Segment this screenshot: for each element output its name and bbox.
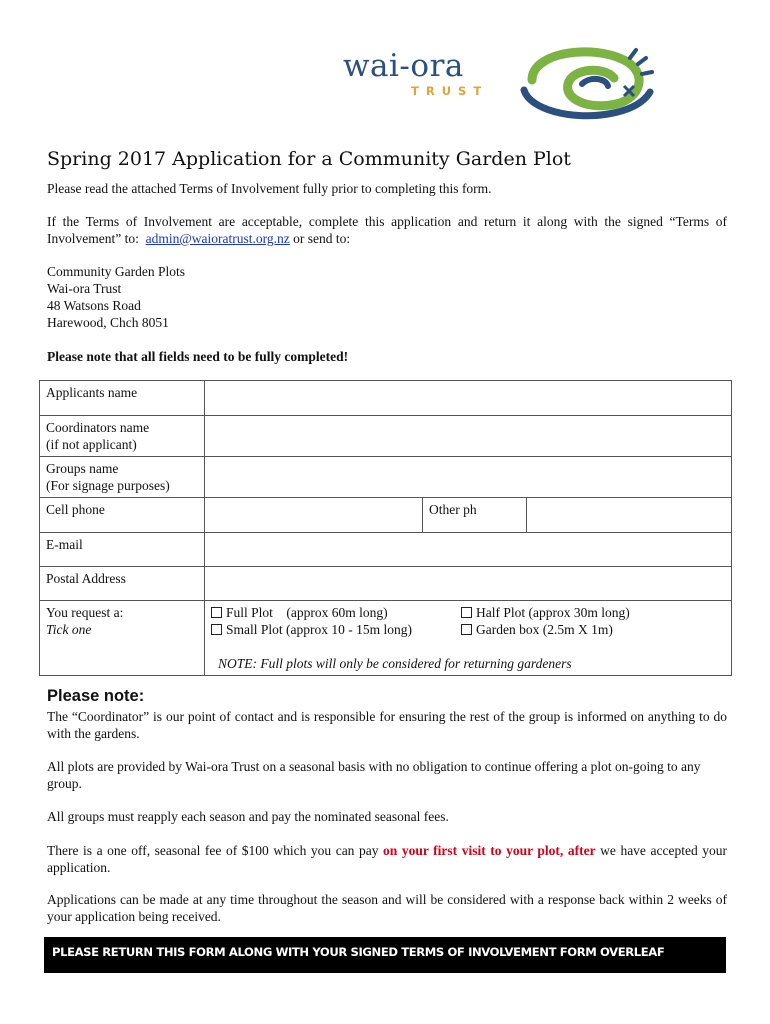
coordinators-label — [40, 416, 205, 457]
coordinators-sublabel: (if not applicant) — [46, 437, 137, 452]
please-note-heading: Please note: — [47, 687, 145, 705]
groups-label — [40, 457, 205, 498]
fee-highlight: on your first visit to your plot, after — [383, 843, 596, 858]
cell-phone-label: Cell phone — [40, 498, 205, 533]
checkbox-icon[interactable] — [461, 607, 472, 618]
checkbox-icon[interactable] — [211, 624, 222, 635]
checkbox-icon[interactable] — [461, 624, 472, 635]
checkbox-icon[interactable] — [211, 607, 222, 618]
fee-note — [47, 842, 727, 876]
request-label — [40, 601, 205, 676]
postal-address-field[interactable] — [205, 567, 732, 601]
tick-one-label: Tick one — [46, 622, 92, 637]
postal-address-block — [47, 263, 185, 331]
email-link[interactable]: admin@waioratrust.org.nz — [145, 231, 290, 246]
request-label-text: You request a: — [46, 605, 124, 620]
terms-post-text: or send to: — [293, 231, 351, 246]
applications-note: Applications can be made at any time throughout the season and will be considered with a response back within 2 weeks of your application being received. — [47, 892, 727, 924]
applicants-label: Applicants name — [40, 381, 205, 416]
fee-text: There is a one off, seasonal fee of $100 which you can pay — [47, 843, 379, 858]
terms-paragraph — [47, 213, 727, 247]
plot-note: NOTE: Full plots will only be considered for returning gardeners — [218, 656, 572, 671]
logo-swirl-icon — [512, 40, 662, 120]
option-label: Full Plot (approx 60m long) — [226, 605, 388, 620]
option-label: Garden box (2.5m X 1m) — [476, 622, 613, 637]
other-phone-field[interactable] — [527, 498, 731, 532]
option-garden-box[interactable] — [461, 621, 613, 638]
address-line: Harewood, Chch 8051 — [47, 315, 169, 330]
intro-text: Please read the attached Terms of Involvement fully prior to completing this form. — [47, 181, 492, 196]
email-field[interactable] — [205, 533, 732, 567]
address-line: Community Garden Plots — [47, 264, 185, 279]
groups-sublabel: (For signage purposes) — [46, 478, 170, 493]
application-form — [39, 380, 732, 676]
reapply-note: All groups must reapply each season and pay the nominated seasonal fees. — [47, 809, 449, 824]
option-small-plot[interactable] — [211, 621, 461, 638]
coordinator-note: The “Coordinator” is our point of contact and is responsible for ensuring the rest of the group is informed on anything to do with the gardens. — [47, 709, 727, 741]
fee-text-end: we have accepted your application. — [47, 843, 728, 875]
option-label: Half Plot (approx 30m long) — [476, 605, 630, 620]
option-full-plot[interactable] — [211, 604, 461, 621]
plots-note: All plots are provided by Wai-ora Trust on a seasonal basis with no obligation to continue offering a plot on-going to any group. — [47, 759, 701, 791]
other-phone-label: Other ph — [423, 498, 527, 532]
fields-note: Please note that all fields need to be fully completed! — [47, 349, 349, 364]
logo-wordmark: wai-ora — [343, 48, 464, 84]
terms-text: If the Terms of Involvement are acceptable, complete this application and return it along with the signed “Terms of Involvement” to: — [47, 214, 727, 246]
other-phone-cell — [423, 498, 732, 533]
postal-address-label: Postal Address — [40, 567, 205, 601]
option-half-plot[interactable] — [461, 604, 630, 621]
plot-options — [205, 601, 732, 676]
email-label: E-mail — [40, 533, 205, 567]
applicants-field[interactable] — [205, 381, 732, 416]
cell-phone-field[interactable] — [205, 498, 423, 533]
return-form-banner: PLEASE RETURN THIS FORM ALONG WITH YOUR SIGNED TERMS OF INVOLVEMENT FORM OVERLEAF — [44, 937, 726, 973]
page-title: Spring 2017 Application for a Community Garden Plot — [47, 148, 571, 170]
coordinators-label-text: Coordinators name — [46, 420, 150, 435]
groups-label-text: Groups name — [46, 461, 119, 476]
logo-subtitle: TRUST — [411, 84, 489, 98]
coordinators-field[interactable] — [205, 416, 732, 457]
address-line: Wai-ora Trust — [47, 281, 122, 296]
groups-field[interactable] — [205, 457, 732, 498]
address-line: 48 Watsons Road — [47, 298, 141, 313]
option-label: Small Plot (approx 10 - 15m long) — [226, 622, 412, 637]
